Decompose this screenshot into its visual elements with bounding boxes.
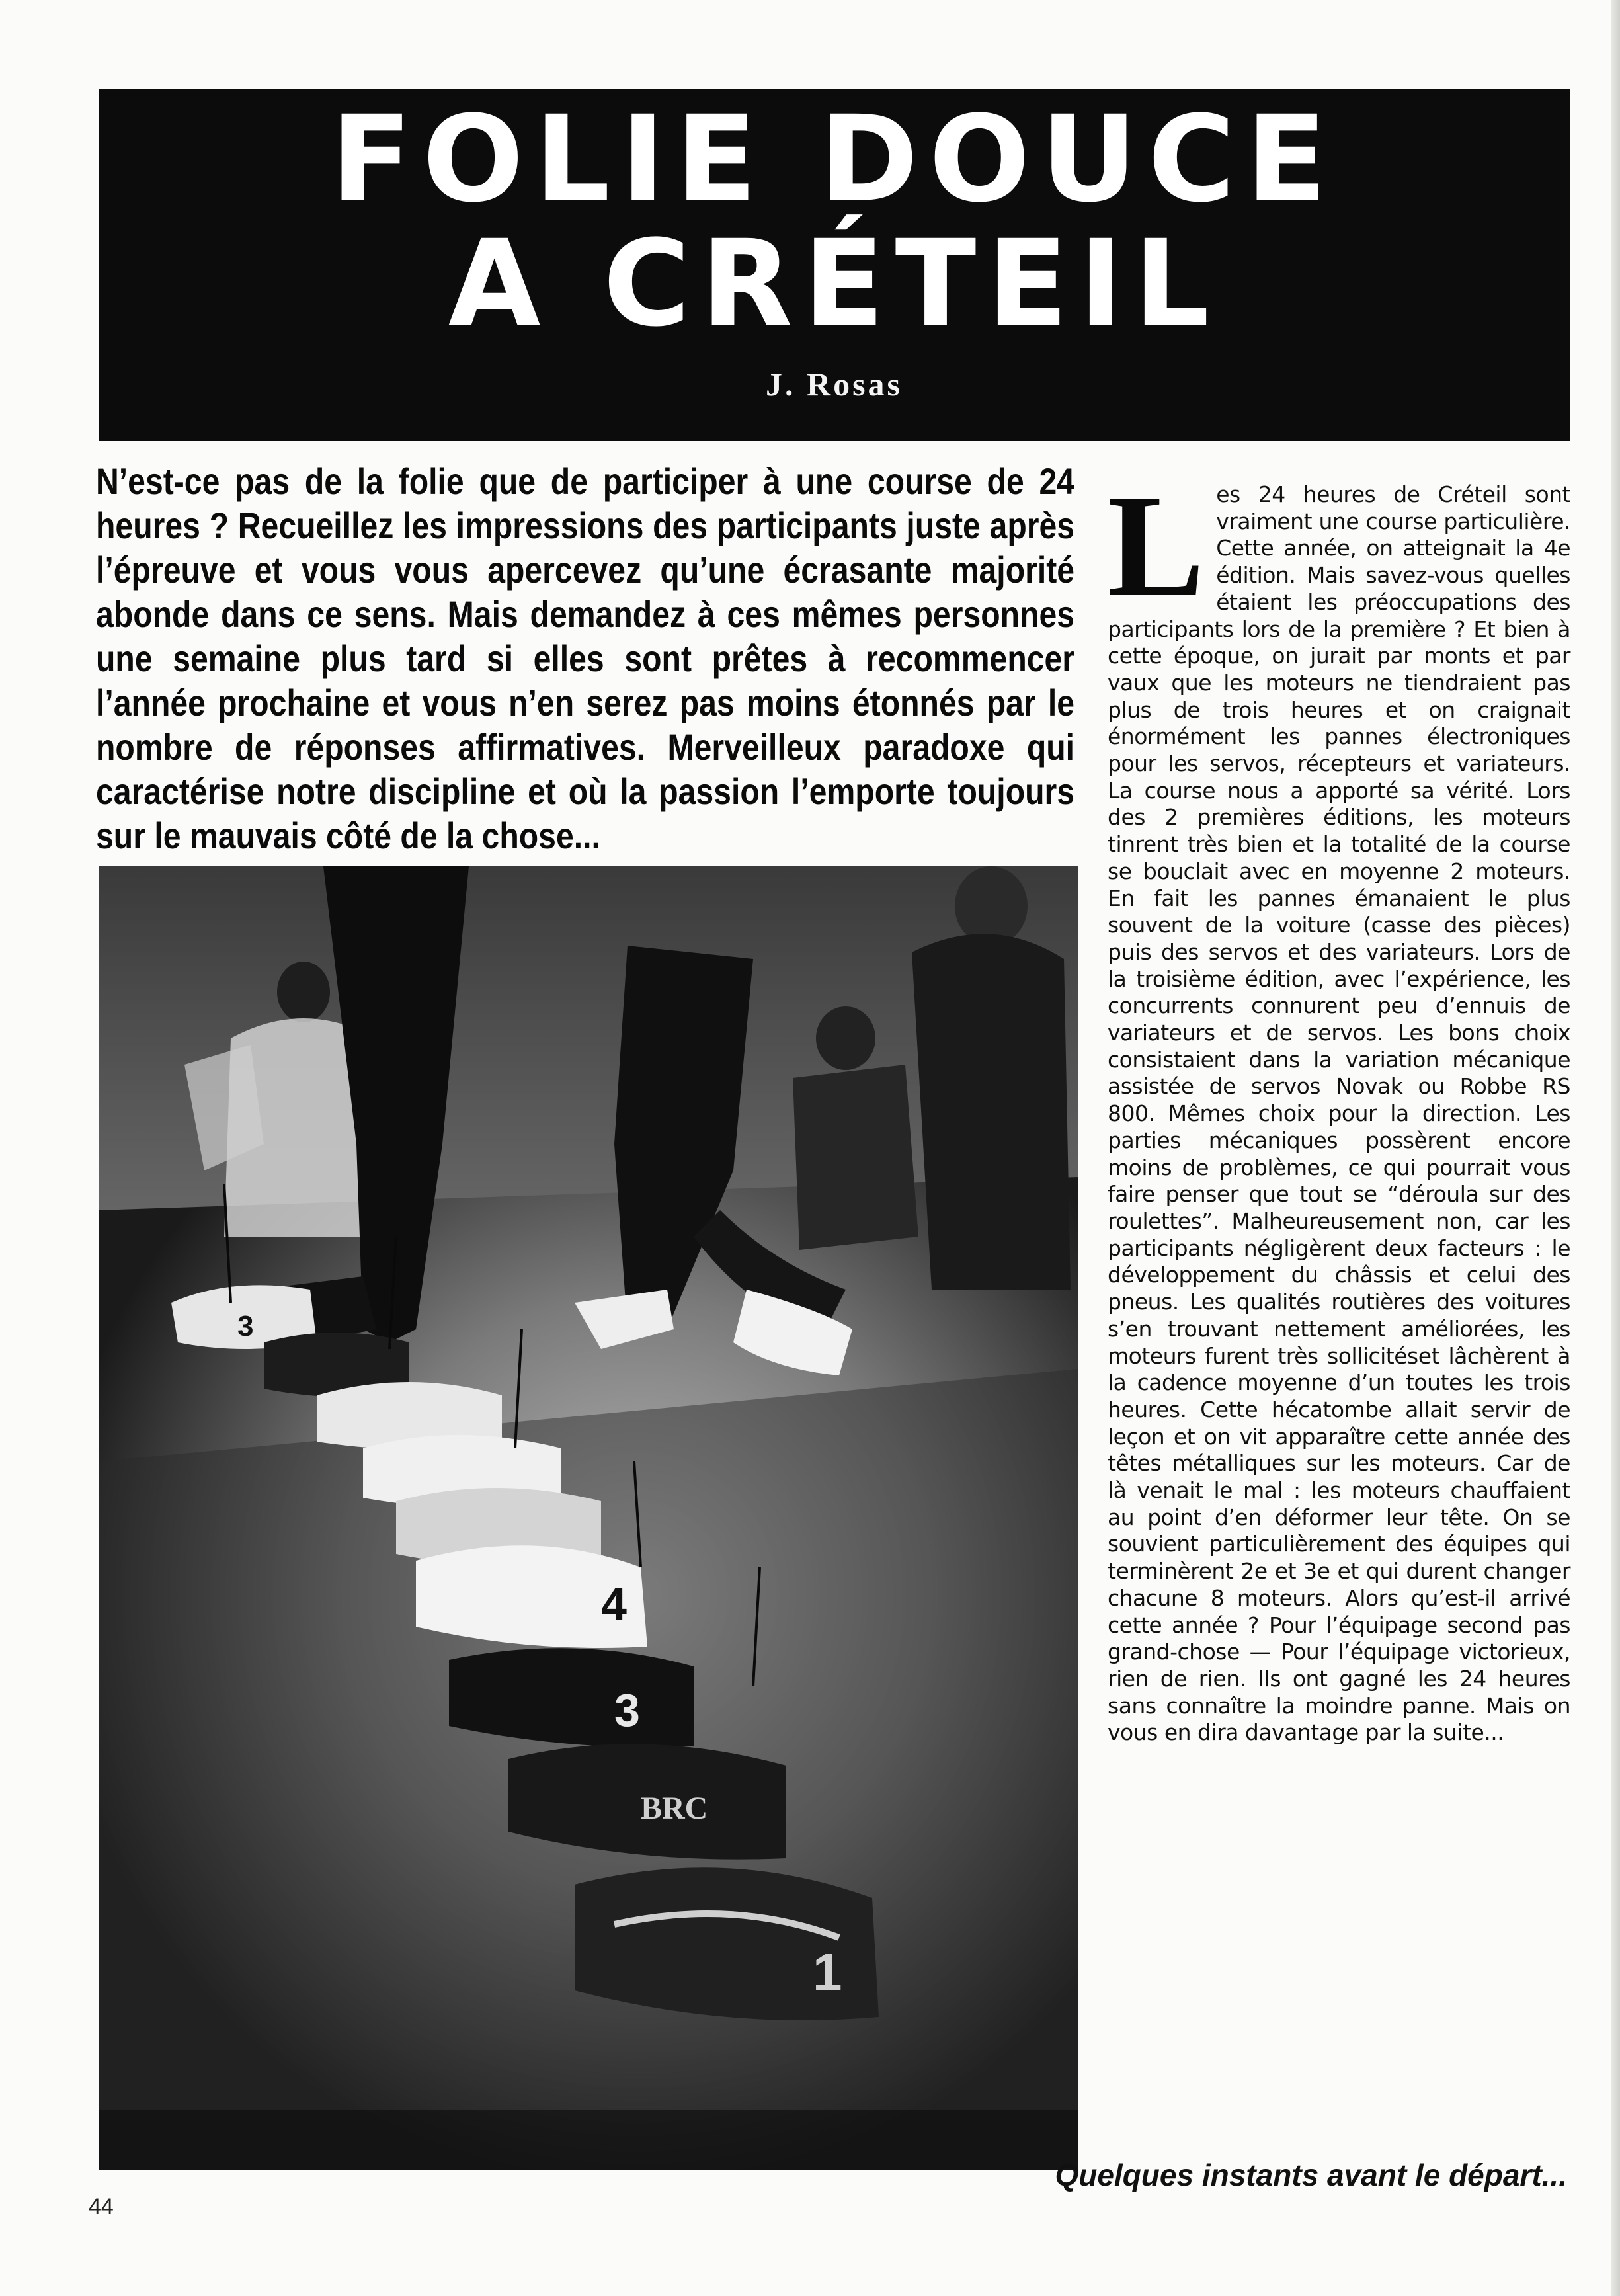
car-number-1: 1 [813, 1943, 842, 2002]
article-title-line-1: FOLIE DOUCE [331, 91, 1338, 229]
body-text: es 24 heures de Créteil sont vraiment une course particulière. Cette année, on atteignait la 4e édition. Mais savez-vous quelles étaient les préoccupations des participants lors de la première ? Et bien à cette époque, on jurait par monts et par vaux que les moteurs ne tiendraient pas plus de trois heures et on craignait énormément les pannes électroniques pour les servos, récepteurs et variateurs. La course nous a apporté sa vérité. Lors des 2 premières éditions, les moteurs tinrent très bien et la totalité de la course se bouclait avec en moyenne 2 moteurs. En fait les pannes émanaient le plus souvent de la voiture (casse des pièces) puis des servos et des variateurs. Lors de la troisième édition, avec l’expérience, les concurrents connurent peu d’ennuis de variateurs et de servos. Les bons choix consistaient dans la variation mécanique assistée de servos Novak ou Robbe RS 800. Mêmes choix pour la direction. Les parties mécaniques possèrent encore moins de problèmes, ce qui pourrait vous faire penser que tout se “déroula sur des roulettes”. Malheureusement non, car les participants négligèrent deux facteurs : le développement du châssis et celui des pneus. Les qualités routières des voitures s’en trouvant nettement améliorées, les moteurs furent très sollicitéset lâchèrent à la cadence moyenne d’un toutes les trois heures. Cette hécatombe allait servir de leçon et on vit apparaître cette année des têtes métalliques sur les moteurs. Car de là venait le mal : les moteurs chauffaient au point d’en déformer leur tête. On se souvient particulièrement des équipes qui terminèrent 2e et 3e et qui durent changer chacune 8 moteurs. Alors qu’est-il arrivé cette année ? Pour l’équipage second pas grand-chose — Pour l’équipage victorieux, rien de rien. Ils ont gagné les 24 heures sans connaître la moindre panne. Mais on vous en dira davantage par la suite... [1108, 481, 1570, 1746]
author-byline: J. Rosas [765, 366, 903, 403]
article-title-line-2: A CRÉTEIL [448, 215, 1221, 353]
page-number: 44 [89, 2194, 114, 2219]
intro-paragraph: N’est-ce pas de la folie que de participer à une course de 24 heures ? Recueillez les impressions des participants juste après l’épreuve et vous vous apercevez qu’une écrasante majorité abonde dans ce sens. Mais demandez à ces mêmes personnes une semaine plus tard si elles sont prêtes à recommencer l’année prochaine et vous n’en serez pas moins étonnés par le nombre de réponses affirmatives. Merveilleux paradoxe qui caractérise notre discipline et où la passion l’emporte toujours sur le mauvais côté de la chose... [96, 460, 1075, 856]
car-number-front: 3 [237, 1310, 254, 1342]
body-column [1108, 465, 1570, 1746]
car-number-4: 4 [601, 1578, 627, 1630]
car-logo-brc: BRC [641, 1791, 708, 1826]
page-edge [1611, 0, 1620, 2296]
race-photo-graphic [99, 866, 1078, 2170]
drop-cap: L [1108, 465, 1205, 626]
title-block [99, 89, 1570, 441]
photo-caption: Quelques instants avant le départ... [1055, 2158, 1567, 2192]
race-photo [99, 866, 1078, 2170]
car-number-3: 3 [614, 1684, 640, 1736]
